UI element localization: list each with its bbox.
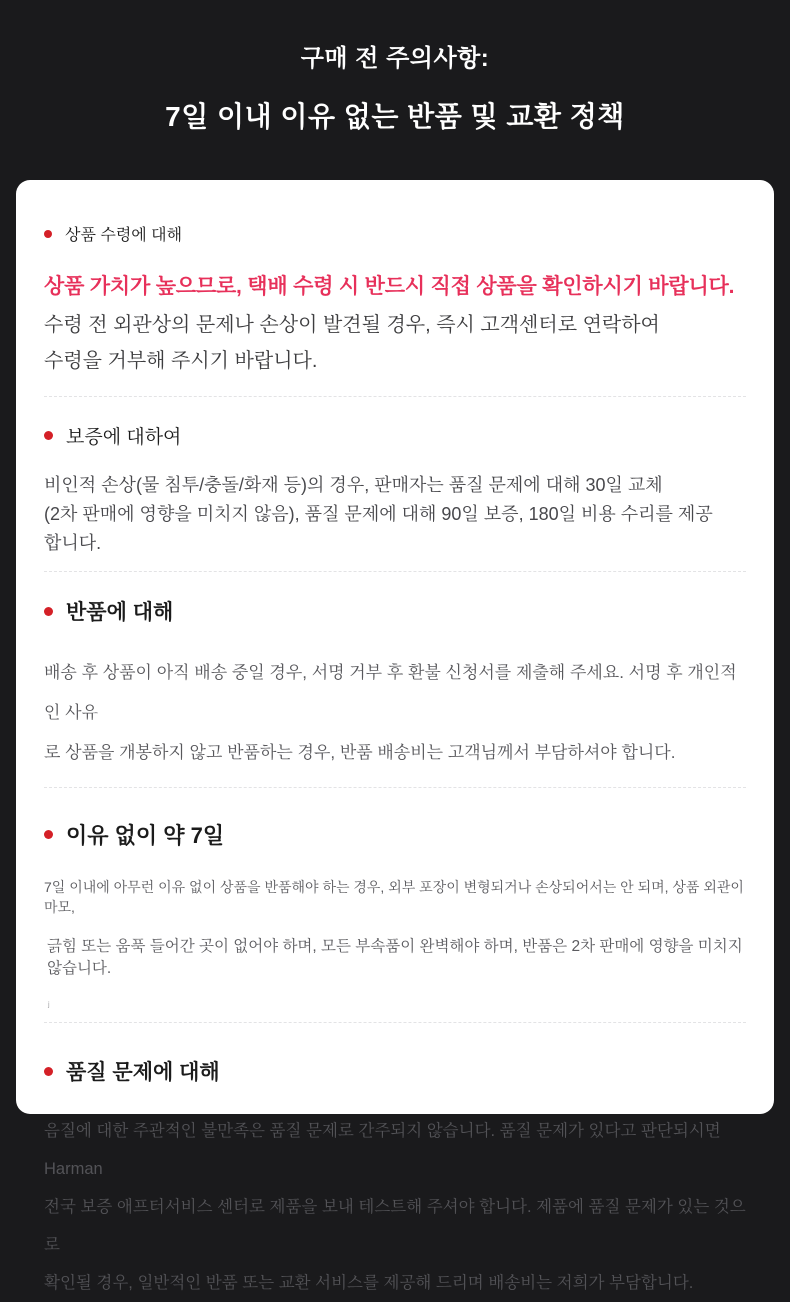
- notice-title-line2: 7일 이내 이유 없는 반품 및 교환 정책: [165, 101, 625, 132]
- section-divider: [44, 396, 746, 397]
- body-line: 배송 후 상품이 아직 배송 중일 경우, 서명 거부 후 환불 신청서를 제출해 주세요. 서명 후 개인적인 사유: [44, 663, 737, 722]
- section-divider: [44, 787, 746, 788]
- notice-header: [0, 0, 790, 134]
- stray-mark-artifact: ʲ: [48, 1001, 50, 1012]
- section-quality-issues: [44, 1056, 746, 1302]
- body-line: 긁힘 또는 움푹 들어간 곳이 없어야 하며, 모든 부속품이 완벽해야 하며, 반품은 2차 판매에 영향을 미치지 않습니다.: [47, 938, 743, 977]
- section-heading-no-reason-7days: [44, 819, 746, 850]
- section-body: [44, 1112, 746, 1302]
- body-line: 확인될 경우, 일반적인 반품 또는 교환 서비스를 제공해 드리며 배송비는 저희가 부담합니다.: [44, 1274, 694, 1292]
- section-body: [44, 877, 746, 1012]
- section-warranty: [44, 422, 746, 558]
- body-line: 비인적 손상(물 침투/충돌/화재 등)의 경우, 판매자는 품질 문제에 대해 30일 교체: [44, 475, 663, 495]
- body-line: (2차 판매에 영향을 미치지 않음), 품질 문제에 대해 90일 보증, 180일 비용 수리를 제공: [44, 504, 713, 524]
- section-heading-quality-issues: [44, 1056, 746, 1086]
- section-heading-label: 이유 없이 약 7일: [66, 823, 225, 848]
- section-divider: [44, 571, 746, 572]
- body-line: 전국 보증 애프터서비스 센터로 제품을 보내 테스트해 주셔야 합니다. 제품에 품질 문제가 있는 것으로: [44, 1198, 746, 1254]
- policy-card: [16, 180, 774, 1292]
- section-heading-label: 상품 수령에 대해: [65, 227, 183, 244]
- body-line: 수령 전 외관상의 문제나 손상이 발견될 경우, 즉시 고객센터로 연락하여: [44, 314, 660, 336]
- red-bullet-icon: [44, 1067, 53, 1076]
- section-body: [44, 471, 746, 558]
- section-heading-warranty: [44, 422, 746, 449]
- notice-title-line1: 구매 전 주의사항:: [300, 45, 490, 72]
- section-divider: [44, 1022, 746, 1023]
- section-no-reason-7days: [44, 819, 746, 1012]
- emphasis-text: 상품 가치가 높으므로, 택배 수령 시 반드시 직접 상품을 확인하시기 바랍니다.: [44, 275, 735, 298]
- body-line: 로 상품을 개봉하지 않고 반품하는 경우, 반품 배송비는 고객님께서 부담하셔야 합니다.: [44, 743, 676, 762]
- section-product-receipt: [44, 222, 746, 379]
- body-line: 7일 이내에 아무런 이유 없이 상품을 반품해야 하는 경우, 외부 포장이 변형되거나 손상되어서는 안 되며, 상품 외관이 마모,: [44, 879, 744, 915]
- body-line: 수령을 거부해 주시기 바랍니다.: [44, 350, 318, 372]
- red-bullet-icon: [44, 607, 53, 616]
- red-bullet-icon: [44, 431, 53, 440]
- red-bullet-icon: [44, 230, 52, 238]
- section-body: [44, 307, 746, 379]
- red-bullet-icon: [44, 830, 53, 839]
- body-line: 합니다.: [44, 533, 102, 553]
- section-heading-product-receipt: [44, 222, 746, 245]
- section-returns: [44, 596, 746, 773]
- section-heading-label: 보증에 대하여: [66, 427, 182, 448]
- section-body: [44, 653, 746, 773]
- section-heading-label: 품질 문제에 대해: [66, 1061, 220, 1084]
- section-heading-label: 반품에 대해: [66, 601, 174, 624]
- body-line: 음질에 대한 주관적인 불만족은 품질 문제로 간주되지 않습니다. 품질 문제가 있다고 판단되시면 Harman: [44, 1122, 721, 1178]
- section-heading-returns: [44, 596, 746, 626]
